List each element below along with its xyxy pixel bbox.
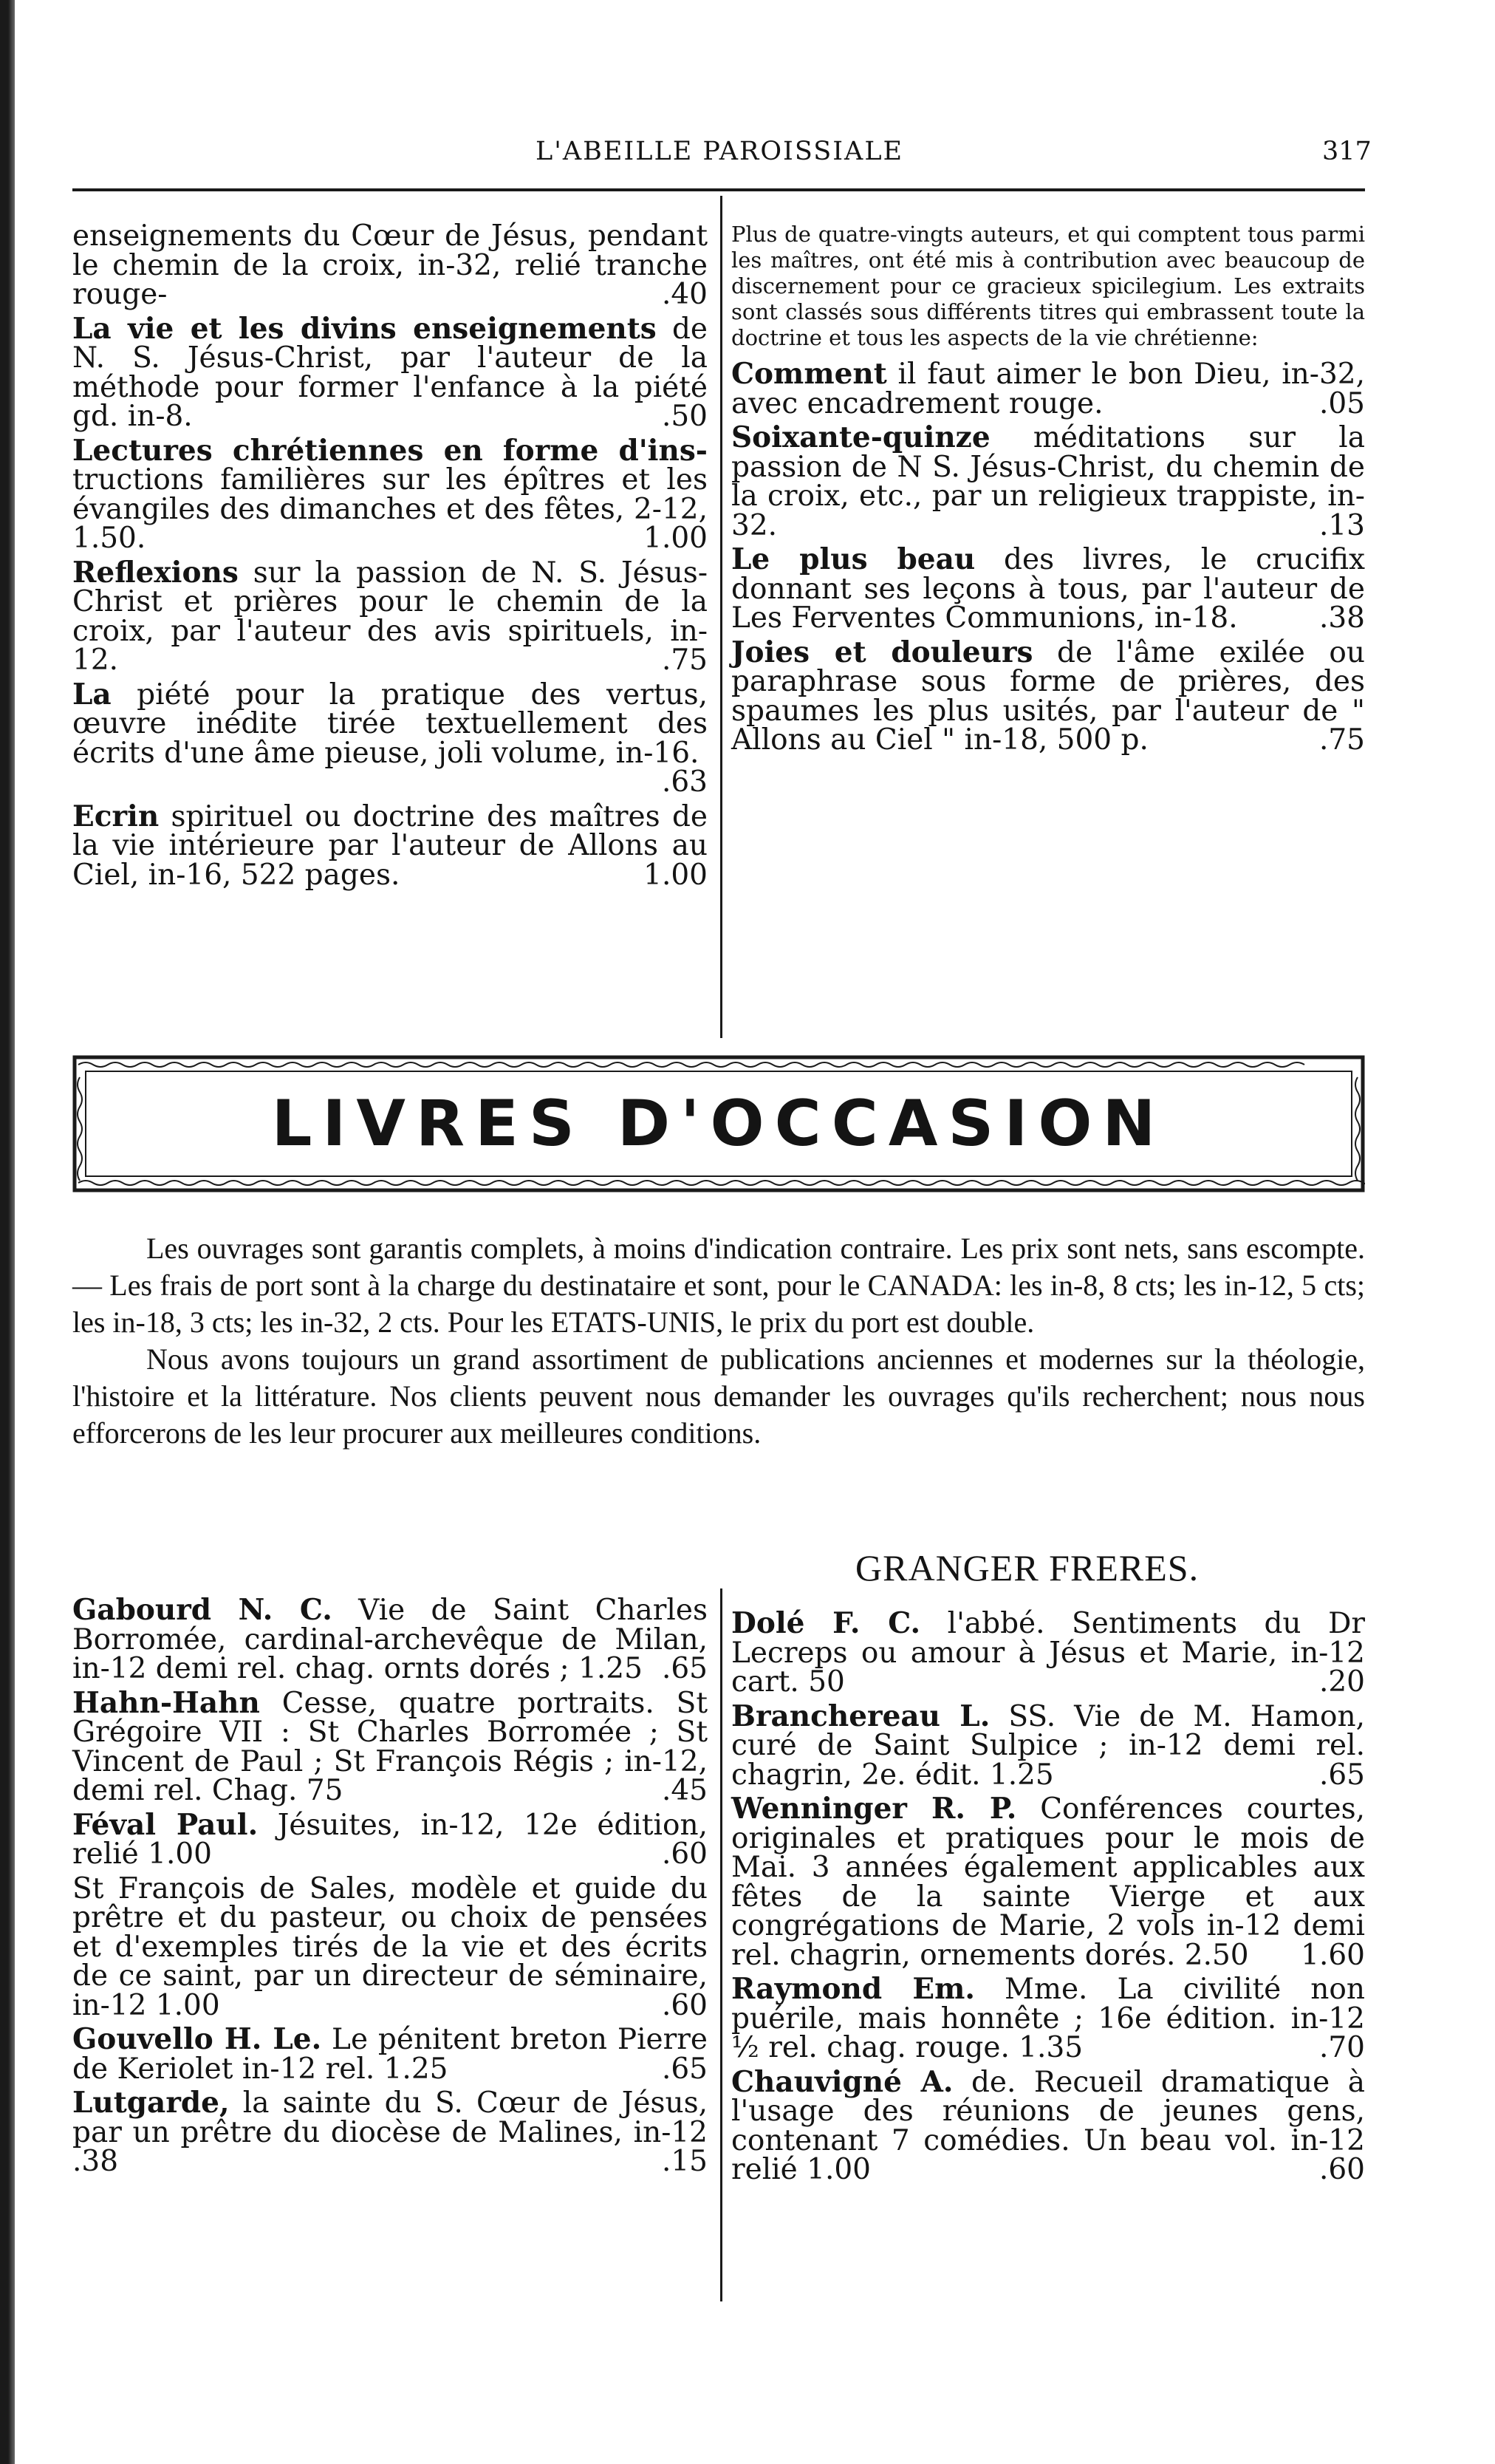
entry-lead: Ecrin xyxy=(72,799,160,833)
entry-description: la sainte du S. Cœur de Jésus, par un prêtre du diocèse de Malines, in-12 .38 xyxy=(72,2086,708,2178)
entry-lead: Reflexions xyxy=(72,555,239,590)
entry-price: 1.00 xyxy=(643,522,708,555)
section-intro xyxy=(72,1230,1365,1452)
entry-description: tructions familières sur les épîtres et les évangiles des dimanches et des fêtes, 2-12, 1.50. xyxy=(72,463,708,555)
top-right-column xyxy=(731,222,1365,760)
entry-price: .15 xyxy=(661,2145,708,2178)
catalog-entry xyxy=(72,677,708,799)
entry-lead: Gouvello H. Le. xyxy=(72,2022,322,2056)
catalog-entry xyxy=(731,542,1365,635)
entry-description: de N. S. Jésus-Christ, par l'auteur de la méthode pour former l'enfance à la piété gd. in-8. xyxy=(72,312,708,433)
entry-price: .75 xyxy=(661,644,708,677)
entry-description: Conférences courtes, originales et pratiques pour le mois de Mai. 3 années également applicables aux fêtes de la sainte Vierge et aux congrégations de Marie, 2 vols in-12 demi rel. chagrin, ornements dorés. 2.50 xyxy=(731,1792,1365,1972)
entry-description: méditations sur la passion de N S. Jésus-Christ, du chemin de la croix, etc., par un religieux trappiste, in-32. xyxy=(731,421,1365,542)
bottom-column-divider xyxy=(720,1588,722,2301)
top-left-column xyxy=(72,219,708,895)
entry-description: Le pénitent breton Pierre de Keriolet in-12 rel. 1.25 xyxy=(72,2023,708,2086)
entry-description: piété pour la pratique des vertus, œuvre inédite tirée textuellement des écrits d'une âme pieuse, joli volume, in-16. xyxy=(72,678,708,770)
entry-lead: Wenninger R. P. xyxy=(731,1792,1017,1826)
catalog-entry xyxy=(72,1593,708,1685)
entry-lead: Féval Paul. xyxy=(72,1807,259,1842)
entry-price: .60 xyxy=(1318,2153,1365,2186)
entry-lead: Joies et douleurs xyxy=(731,635,1033,669)
entry-price: .63 xyxy=(661,765,708,799)
catalog-entry xyxy=(72,433,708,555)
catalog-entry xyxy=(72,311,708,433)
entry-description: l'abbé. Sentiments du Dr Lecreps ou amour à Jésus et Marie, in-12 cart. 50 xyxy=(731,1607,1365,1699)
entry-description: Jésuites, in-12, 12e édition, relié 1.00 xyxy=(72,1808,708,1871)
top-column-divider xyxy=(720,196,722,1038)
entry-description: Vie de Saint Charles Borromée, cardinal-archevêque de Milan, in-12 demi rel. chag. ornts dorés ; 1.25 xyxy=(72,1594,708,1685)
entry-lead: Lectures chrétiennes en forme d'ins- xyxy=(72,433,708,468)
entry-lead: Dolé F. C. xyxy=(731,1606,921,1640)
catalog-entry xyxy=(731,1699,1365,1792)
entry-lead: Gabourd N. C. xyxy=(72,1593,332,1627)
catalog-entry xyxy=(72,2086,708,2178)
entry-lead: La vie et les divins enseignements xyxy=(72,311,657,346)
entry-description: il faut aimer le bon Dieu, in-32, avec encadrement rouge. xyxy=(731,358,1365,420)
entry-description: de. Recueil dramatique à l'usage des réunions de jeunes gens, contenant 7 comédies. Un beau vol. in-12 relié 1.00 xyxy=(731,2065,1365,2186)
page-number: 317 xyxy=(1322,137,1372,166)
entry-description: des livres, le crucifix donnant ses leçons à tous, par l'auteur de Les Ferventes Communions, in-18. xyxy=(731,543,1365,635)
entry-price: 1.60 xyxy=(1301,1938,1365,1972)
catalog-entry xyxy=(731,2064,1365,2186)
entry-description: de l'âme exilée ou paraphrase sous forme de prières, des spaumes les plus usités, par l'auteur de " Allons au Ciel " in-18, 500 p. xyxy=(731,635,1365,757)
entry-price: 1.00 xyxy=(643,858,708,892)
bottom-right-column xyxy=(731,1606,1365,2190)
entry-lead: Raymond Em. xyxy=(731,1972,975,2006)
page-header xyxy=(0,137,1495,174)
entry-lead: Le plus beau xyxy=(731,542,976,576)
entry-lead: Soixante-quinze xyxy=(731,420,991,454)
entry-description: Cesse, quatre portraits. St Grégoire VII : St Charles Borromée ; St Vincent de Paul ; St François Régis ; in-12, demi rel. Chag. 75 xyxy=(72,1686,708,1807)
catalog-entry xyxy=(731,420,1365,542)
entry-price: .60 xyxy=(661,1988,708,2022)
catalog-entry xyxy=(72,555,708,677)
entry-price: .65 xyxy=(1318,1758,1365,1792)
entry-lead: Branchereau L. xyxy=(731,1699,991,1733)
entry-price: .65 xyxy=(661,1652,708,1685)
bottom-left-column xyxy=(72,1593,708,2182)
entry-price: .45 xyxy=(661,1774,708,1807)
entry-price: .13 xyxy=(1318,508,1365,542)
anthology-intro: Plus de quatre-vingts auteurs, et qui comptent tous parmi les maîtres, ont été mis à contribution avec beaucoup de discernement pour ce gracieux spicilegium. Les extraits sont classés sous différents titres qui embrassent toute la doctrine et tous les aspects de la vie chrétienne: xyxy=(731,222,1365,350)
entry-description: Mme. La civilité non puérile, mais honnête ; 16e édition. in-12 ½ rel. chag. rouge. 1.35 xyxy=(731,1973,1365,2064)
catalog-entry xyxy=(72,799,708,892)
entry-description: spirituel ou doctrine des maîtres de la vie intérieure par l'auteur de Allons au Ciel, in-16, 522 pages. xyxy=(72,799,708,892)
catalog-entry xyxy=(731,635,1365,757)
entry-price: .05 xyxy=(1318,386,1365,420)
catalog-entry xyxy=(731,1792,1365,1972)
catalog-entry xyxy=(72,219,708,311)
catalog-entry xyxy=(731,357,1365,420)
entry-description: enseignements du Cœur de Jésus, pendant le chemin de la croix, in-32, relié tranche rouge- xyxy=(72,219,708,311)
entry-lead: Lutgarde, xyxy=(72,2086,230,2120)
publisher-signature: GRANGER FRERES. xyxy=(855,1547,1200,1588)
entry-description: sur la passion de N. S. Jésus-Christ et prières pour le chemin de la croix, par l'auteur des avis spirituels, in-12. xyxy=(72,556,708,677)
entry-price: .65 xyxy=(661,2052,708,2086)
entry-price: .60 xyxy=(661,1837,708,1871)
entry-lead: La xyxy=(72,677,112,711)
catalog-entry xyxy=(72,1807,708,1871)
catalog-entry xyxy=(72,1871,708,2022)
entry-lead: Comment xyxy=(731,357,887,391)
catalog-entry xyxy=(731,1972,1365,2064)
entry-price: .20 xyxy=(1318,1665,1365,1699)
intro-paragraph-terms: Les ouvrages sont garantis complets, à moins d'indication contraire. Les prix sont nets, sans escompte. — Les frais de port sont à la charge du destinataire et sont, pour le CANADA: les in-8, 8 cts; les in-12, 5 cts; les in-18, 3 cts; les in-32, 2 cts. Pour les ETATS-UNIS, le prix du port est double. xyxy=(72,1232,1365,1339)
running-title: L'ABEILLE PAROISSIALE xyxy=(536,137,904,166)
header-rule xyxy=(72,188,1365,191)
entry-price: .70 xyxy=(1318,2031,1365,2064)
entry-lead: Hahn-Hahn xyxy=(72,1685,260,1720)
catalog-entry xyxy=(72,2022,708,2086)
entry-price: .50 xyxy=(661,400,708,433)
catalog-entry xyxy=(731,1606,1365,1699)
catalog-entry xyxy=(72,1685,708,1807)
entry-price: .38 xyxy=(1318,601,1365,635)
intro-paragraph-assortment: Nous avons toujours un grand assortiment de publications anciennes et modernes sur la théologie, l'histoire et la littérature. Nos clients peuvent nous demander les ouvrages qu'ils recherchent; nous nous efforcerons de les leur procurer aux meilleures conditions. xyxy=(72,1342,1365,1450)
entry-price: .75 xyxy=(1318,723,1365,757)
entry-price: .40 xyxy=(661,278,708,311)
entry-description: SS. Vie de M. Hamon, curé de Saint Sulpice ; in-12 demi rel. chagrin, 2e. édit. 1.25 xyxy=(731,1699,1365,1792)
book-spine-shadow xyxy=(0,0,15,2464)
section-title: LIVRES D'OCCASION xyxy=(271,1087,1166,1161)
entry-description: St François de Sales, modèle et guide du prêtre et du pasteur, ou choix de pensées et d'exemples tirés de la vie et des écrits de ce saint, par un directeur de séminaire, in-12 1.00 xyxy=(72,1871,708,2022)
entry-lead: Chauvigné A. xyxy=(731,2064,954,2099)
